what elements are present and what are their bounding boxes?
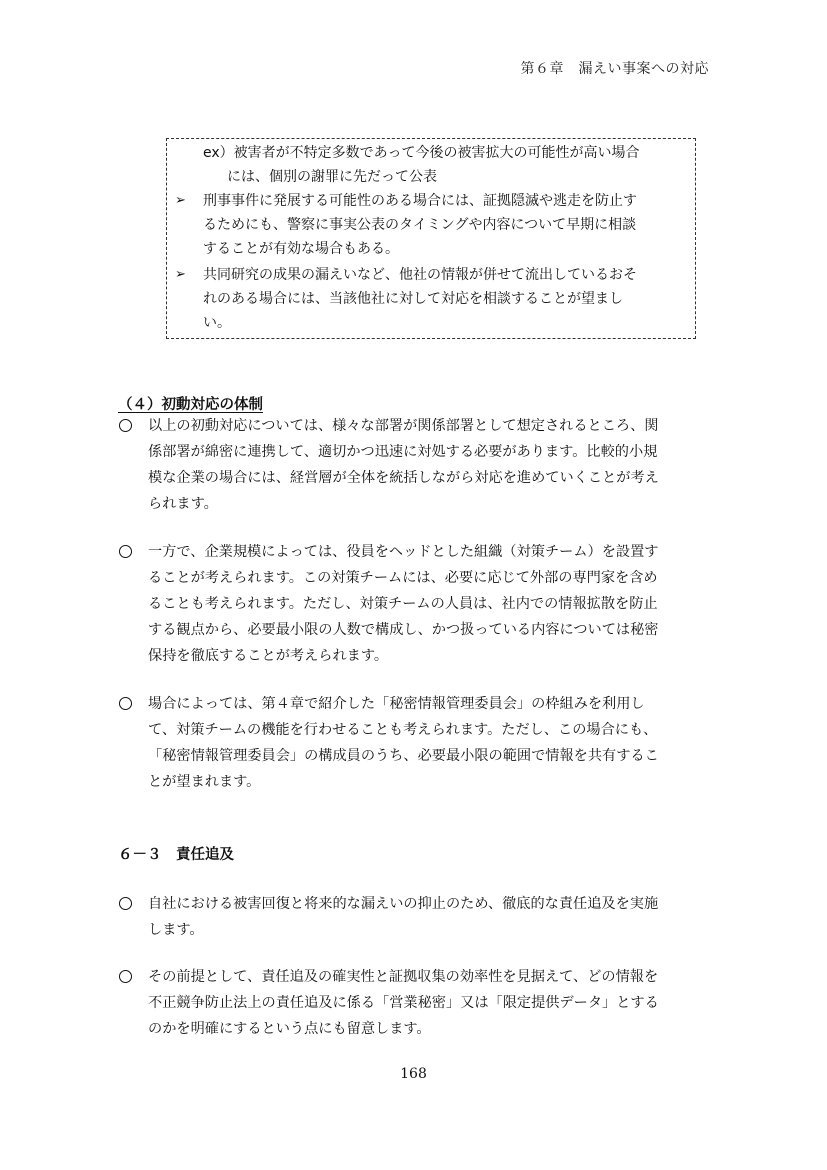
circle-bullet-icon xyxy=(119,970,132,983)
paragraph-line: て、対策チームの機能を行わせることも考えられます。ただし、この場合にも、 xyxy=(148,722,658,738)
circle-bullet-icon xyxy=(119,897,132,910)
page-number: 168 xyxy=(400,1066,427,1082)
note-bullet-line: れのある場合には、当該他社に対して対応を相談することが望まし xyxy=(203,291,623,307)
ex-line: ex）被害者が不特定多数であって今後の被害拡大の可能性が高い場合 xyxy=(203,145,640,161)
paragraph-line: する観点から、必要最小限の人数で構成し、かつ扱っている内容については秘密 xyxy=(148,622,659,638)
paragraph-line: します。 xyxy=(148,922,204,938)
paragraph-line: 係部署が綿密に連携して、適切かつ迅速に対処する必要があります。比較的小規 xyxy=(148,444,658,460)
ex-line: には、個別の謝罪に先だって公表 xyxy=(227,169,437,185)
paragraph-line: 「秘密情報管理委員会」の構成員のうち、必要最小限の範囲で情報を共有するこ xyxy=(148,748,659,764)
circle-bullet-icon xyxy=(119,419,132,432)
note-bullet-line: い。 xyxy=(203,315,231,331)
section-heading: （４）初動対応の体制 xyxy=(118,397,263,413)
circle-bullet-icon xyxy=(119,545,132,558)
paragraph-line: 自社における被害回復と将来的な漏えいの抑止のため、徹底的な責任追及を実施 xyxy=(148,896,659,912)
paragraph-line: ることが考えられます。この対策チームには、必要に応じて外部の専門家を含め xyxy=(148,570,658,586)
paragraph-line: 模な企業の場合には、経営層が全体を統括しながら対応を進めていくことが考え xyxy=(148,470,659,486)
paragraph-line: 以上の初動対応については、様々な部署が関係部署として想定されるところ、関 xyxy=(148,418,659,434)
note-bullet-line: るためにも、警察に事実公表のタイミングや内容について早期に相談 xyxy=(203,217,637,233)
note-box xyxy=(166,138,696,339)
section-heading: ６－３ 責任追及 xyxy=(118,847,234,863)
paragraph-line: のかを明確にするという点にも留意します。 xyxy=(148,1021,431,1037)
arrow-bullet-icon: ➢ xyxy=(175,267,186,282)
paragraph-line: 不正競争防止法上の責任追及に係る「営業秘密」又は「限定提供データ」とする xyxy=(148,995,659,1011)
chapter-header: 第６章 漏えい事案への対応 xyxy=(520,61,709,77)
paragraph-line: られます。 xyxy=(148,496,218,512)
paragraph-line: 一方で、企業規模によっては、役員をヘッドとした組織（対策チーム）を設置す xyxy=(148,544,659,560)
note-bullet-line: することが有効な場合もある。 xyxy=(203,241,399,257)
paragraph-line: 保持を徹底することが考えられます。 xyxy=(148,648,389,664)
note-bullet-line: 刑事事件に発展する可能性のある場合には、証拠隠滅や逃走を防止す xyxy=(203,193,637,209)
paragraph-line: 場合によっては、第４章で紹介した「秘密情報管理委員会」の枠組みを利用し xyxy=(148,696,645,712)
note-bullet-line: 共同研究の成果の漏えいなど、他社の情報が併せて流出しているおそ xyxy=(203,267,637,283)
circle-bullet-icon xyxy=(119,697,132,710)
paragraph-line: とが望まれます。 xyxy=(148,774,261,790)
arrow-bullet-icon: ➢ xyxy=(175,193,186,208)
paragraph-line: その前提として、責任追及の確実性と証拠収集の効率性を見据えて、どの情報を xyxy=(148,969,659,985)
paragraph-line: ることも考えられます。ただし、対策チームの人員は、社内での情報拡散を防止 xyxy=(148,596,658,612)
